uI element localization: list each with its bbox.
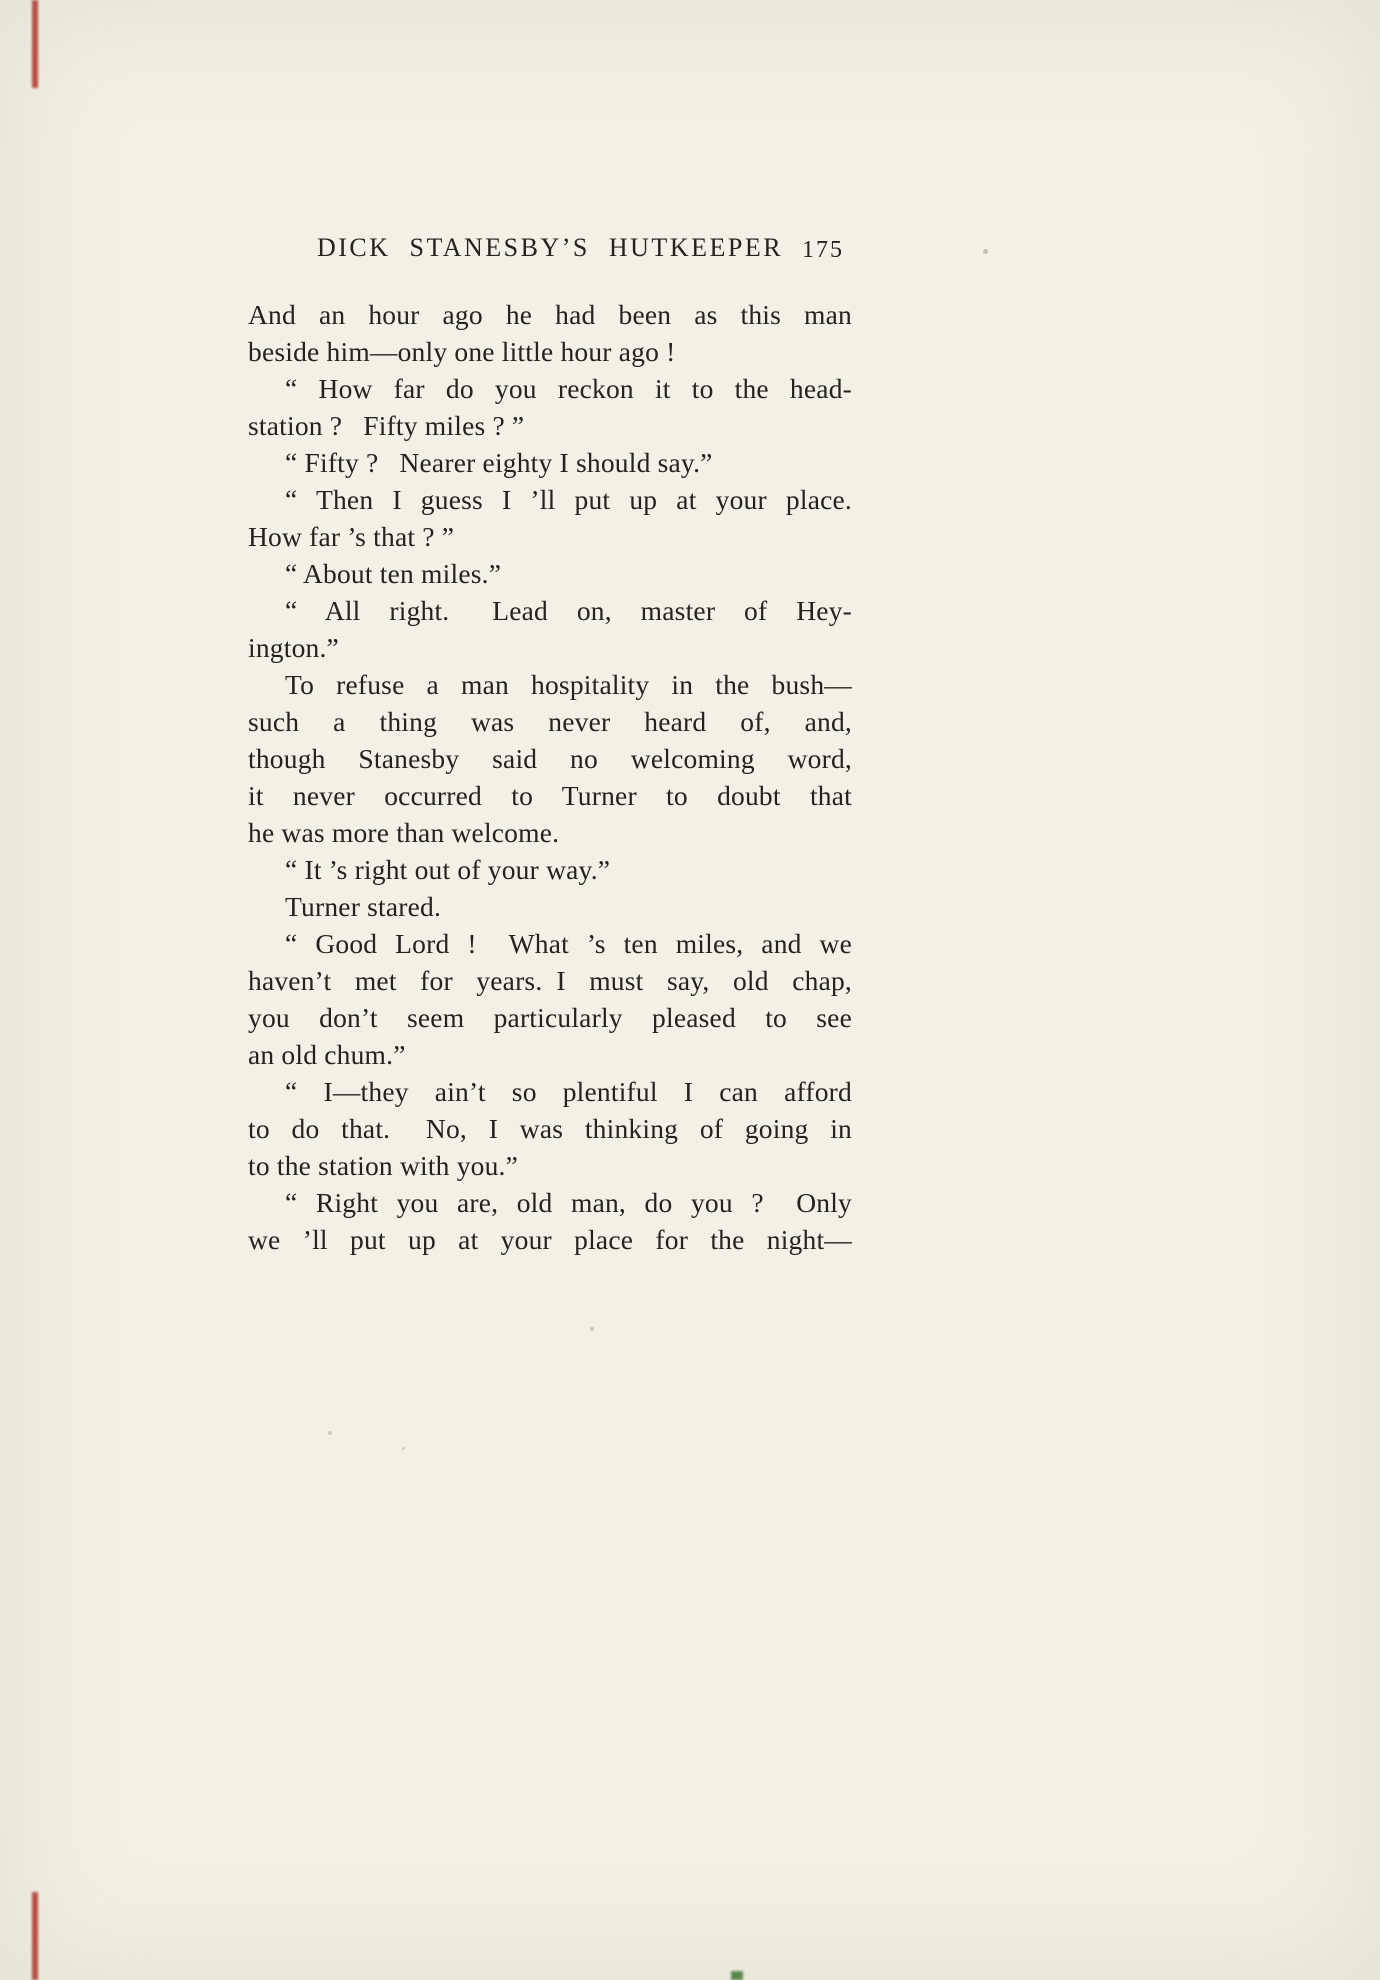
text-line: And an hour ago he had been as this man [248,299,852,330]
scan-speck [590,1327,594,1331]
text-line: to the station with you.” [248,1150,519,1181]
text-line: “ Right you are, old man, do you ? Only [285,1187,852,1218]
running-header [248,233,852,267]
text-block [248,233,852,1258]
text-line: station ? Fifty miles ? ” [248,410,525,441]
text-line: he was more than welcome. [248,817,560,848]
text-line: “ How far do you reckon it to the head- [285,373,852,404]
text-line: an old chum.” [248,1039,406,1070]
text-line: “ It ’s right out of your way.” [285,854,611,885]
text-line: How far ’s that ? ” [248,521,455,552]
text-line: we ’ll put up at your place for the night— [248,1224,852,1255]
text-line: haven’t met for years. I must say, old chap, [248,965,852,996]
scan-speck [402,1447,405,1450]
page-number: 175 [802,237,844,263]
scan-artifact-red-top [32,0,38,88]
scan-artifact-red-bottom [32,1892,38,1980]
text-line: “ Fifty ? Nearer eighty I should say.” [285,447,713,478]
text-line: such a thing was never heard of, and, [248,706,852,737]
text-line: To refuse a man hospitality in the bush— [285,669,852,700]
scan-artifact-green [731,1971,743,1980]
text-line: “ I—they ain’t so plentiful I can afford [285,1076,852,1107]
page-text [248,296,852,1258]
text-line: to do that. No, I was thinking of going in [248,1113,852,1144]
text-line: you don’t seem particularly pleased to see [248,1002,852,1033]
text-line: beside him—only one little hour ago ! [248,336,676,367]
text-line: it never occurred to Turner to doubt that [248,780,852,811]
text-line: “ Then I guess I ’ll put up at your place. [285,484,852,515]
running-header-title: DICK STANESBY’S HUTKEEPER [316,233,784,262]
text-line: “ About ten miles.” [285,558,502,589]
scan-speck [983,249,988,254]
text-line: “ Good Lord ! What ’s ten miles, and we [285,928,852,959]
text-line: “ All right. Lead on, master of Hey- [285,595,852,626]
text-line: ington.” [248,632,339,663]
scan-speck [328,1431,332,1435]
text-line: though Stanesby said no welcoming word, [248,743,852,774]
text-line: Turner stared. [285,891,442,922]
